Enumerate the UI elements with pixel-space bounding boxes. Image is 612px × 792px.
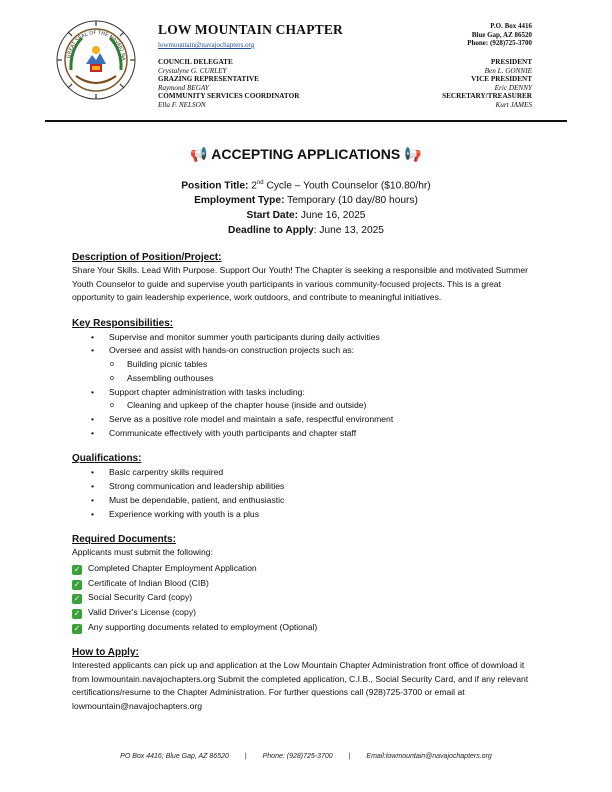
position-num: 2 — [251, 180, 257, 192]
documents-section — [72, 533, 542, 634]
list-item: ✓ Valid Driver's License (copy) — [73, 606, 196, 618]
type-value: Temporary (10 day/80 hours) — [284, 195, 418, 207]
description-text: Share Your Skills. Lead With Purpose. Support Our Youth! The Chapter is seeking a responsible and motivated Summer Youth Counselor to guide and supervise youth participants in various community-focused projects. This is a great opportunity to gain leadership experience, work outdoors, and contribute to meaningful initiatives. — [72, 265, 529, 303]
left-officials — [158, 58, 299, 110]
org-email-link[interactable]: lowmountain@navajochapters.org — [158, 41, 255, 49]
role-title: VICE PRESIDENT — [471, 75, 532, 84]
description-section — [72, 251, 542, 305]
checkmark-icon: ✓ — [73, 594, 81, 604]
megaphone-icon: 📢 — [190, 146, 208, 162]
section-title: Key Responsibilities: — [72, 317, 174, 329]
position-sup: nd — [256, 180, 264, 186]
list-item: • Oversee and assist with hands-on construction projects such as: — [91, 345, 355, 356]
list-item: • Strong communication and leadership abilities — [91, 481, 285, 492]
list-item: • Supervise and monitor summer youth participants during daily activities — [91, 331, 380, 342]
checkmark-icon: ✓ — [73, 608, 81, 618]
type-label: Employment Type: — [194, 195, 285, 207]
svg-text:GREAT SEAL OF THE NAVAJO NATIO: GREAT SEAL OF THE NAVAJO NA — [66, 29, 127, 61]
role-title: COMMUNITY SERVICES COORDINATOR — [158, 92, 300, 101]
apply-section — [72, 646, 542, 713]
phone: Phone: (928)725-3700 — [467, 39, 532, 47]
mailing-address — [372, 22, 532, 48]
section-title: Required Documents: — [72, 534, 176, 546]
section-title: Description of Position/Project: — [72, 252, 222, 263]
documents-intro: Applicants must submit the following: — [72, 547, 213, 558]
start-value: June 16, 2025 — [298, 210, 366, 222]
position-title-line — [0, 176, 612, 193]
list-item: ✓ Completed Chapter Employment Application — [73, 562, 257, 574]
start-date-line — [0, 208, 612, 223]
header-divider — [45, 120, 567, 122]
posting-body — [72, 251, 542, 714]
role-title: PRESIDENT — [490, 58, 532, 66]
deadline-line — [0, 223, 612, 238]
page-heading — [0, 146, 612, 163]
job-summary — [0, 176, 612, 238]
role-name: Crystalyne G. CURLEY — [158, 66, 227, 75]
footer-separator: | — [348, 753, 351, 760]
role-title: GRAZING REPRESENTATIVE — [158, 75, 259, 84]
footer-address: PO Box 4416; Blue Gap, AZ 86520 — [120, 753, 229, 760]
list-item: ✓ Certificate of Indian Blood (CIB) — [73, 577, 209, 589]
responsibilities-section — [72, 317, 542, 441]
role-name: Ben L. GONNIE — [484, 66, 532, 75]
list-item: ✓ Any supporting documents related to employment (Optional) — [73, 621, 318, 633]
po-box: P.O. Box 4416 — [490, 22, 532, 30]
position-value: Cycle – Youth Counselor ($10.80/hr) — [263, 180, 431, 192]
deadline-label: Deadline to Apply — [228, 225, 314, 237]
megaphone-icon: 📢 — [404, 146, 422, 162]
list-item: • Serve as a positive role model and maintain a safe, respectful environment — [91, 414, 394, 424]
deadline-value: : June 13, 2025 — [313, 225, 384, 237]
heading-text: ACCEPTING APPLICATIONS — [211, 146, 401, 162]
list-item: ✓ Social Security Card (copy) — [73, 592, 193, 604]
footer-phone: Phone: (928)725-3700 — [262, 753, 333, 760]
sub-list-item: o Building picnic tables — [110, 359, 208, 370]
role-name: Kurt JAMES — [495, 100, 532, 109]
list-item: • Experience working with youth is a plus — [91, 508, 259, 519]
checkmark-icon: ✓ — [73, 623, 81, 633]
page-footer — [0, 753, 612, 760]
section-title: How to Apply: — [72, 647, 139, 659]
checkmark-icon: ✓ — [73, 564, 81, 574]
role-title: COUNCIL DELEGATE — [158, 58, 233, 66]
list-item: • Support chapter administration with tasks including: — [91, 386, 305, 397]
apply-text: Interested applicants can pick up and application at the Low Mountain Chapter Administration front office of download it from lowmountain.navajochapters.org Submit the completed application, C.I.B., Social Security Card, and if any relevant certifications/resume to the Chapter Administration. For further questions call (928)725-3700 or email at lowmountain@navajochapters.org — [72, 660, 529, 712]
list-item: • Basic carpentry skills required — [91, 467, 224, 478]
org-name: LOW MOUNTAIN CHAPTER — [158, 22, 344, 37]
employment-type-line — [0, 193, 612, 208]
sub-list-item: o Assembling outhouses — [110, 372, 214, 383]
city: Blue Gap, AZ 86520 — [471, 30, 532, 39]
footer-separator: | — [244, 753, 247, 760]
role-name: Ella F. NELSON — [158, 100, 206, 109]
section-title: Qualifications: — [72, 453, 142, 465]
footer-email[interactable]: Email:lowmountain@navajochapters.org — [366, 753, 492, 760]
sub-list-item: o Cleaning and upkeep of the chapter house (inside and outside) — [110, 400, 367, 411]
position-label: Position Title: — [181, 180, 249, 192]
navajo-seal-icon — [56, 20, 136, 100]
role-name: Raymond BEGAY — [158, 83, 209, 92]
start-label: Start Date: — [246, 210, 299, 222]
right-officials — [442, 58, 532, 110]
role-title: SECRETARY/TREASURER — [442, 92, 532, 101]
list-item: • Must be dependable, patient, and enthusiastic — [91, 494, 285, 505]
role-name: Eric DENNY — [494, 83, 532, 92]
qualifications-section — [72, 452, 542, 521]
checkmark-icon: ✓ — [73, 579, 81, 589]
list-item: • Communicate effectively with youth participants and chapter staff — [91, 427, 357, 438]
